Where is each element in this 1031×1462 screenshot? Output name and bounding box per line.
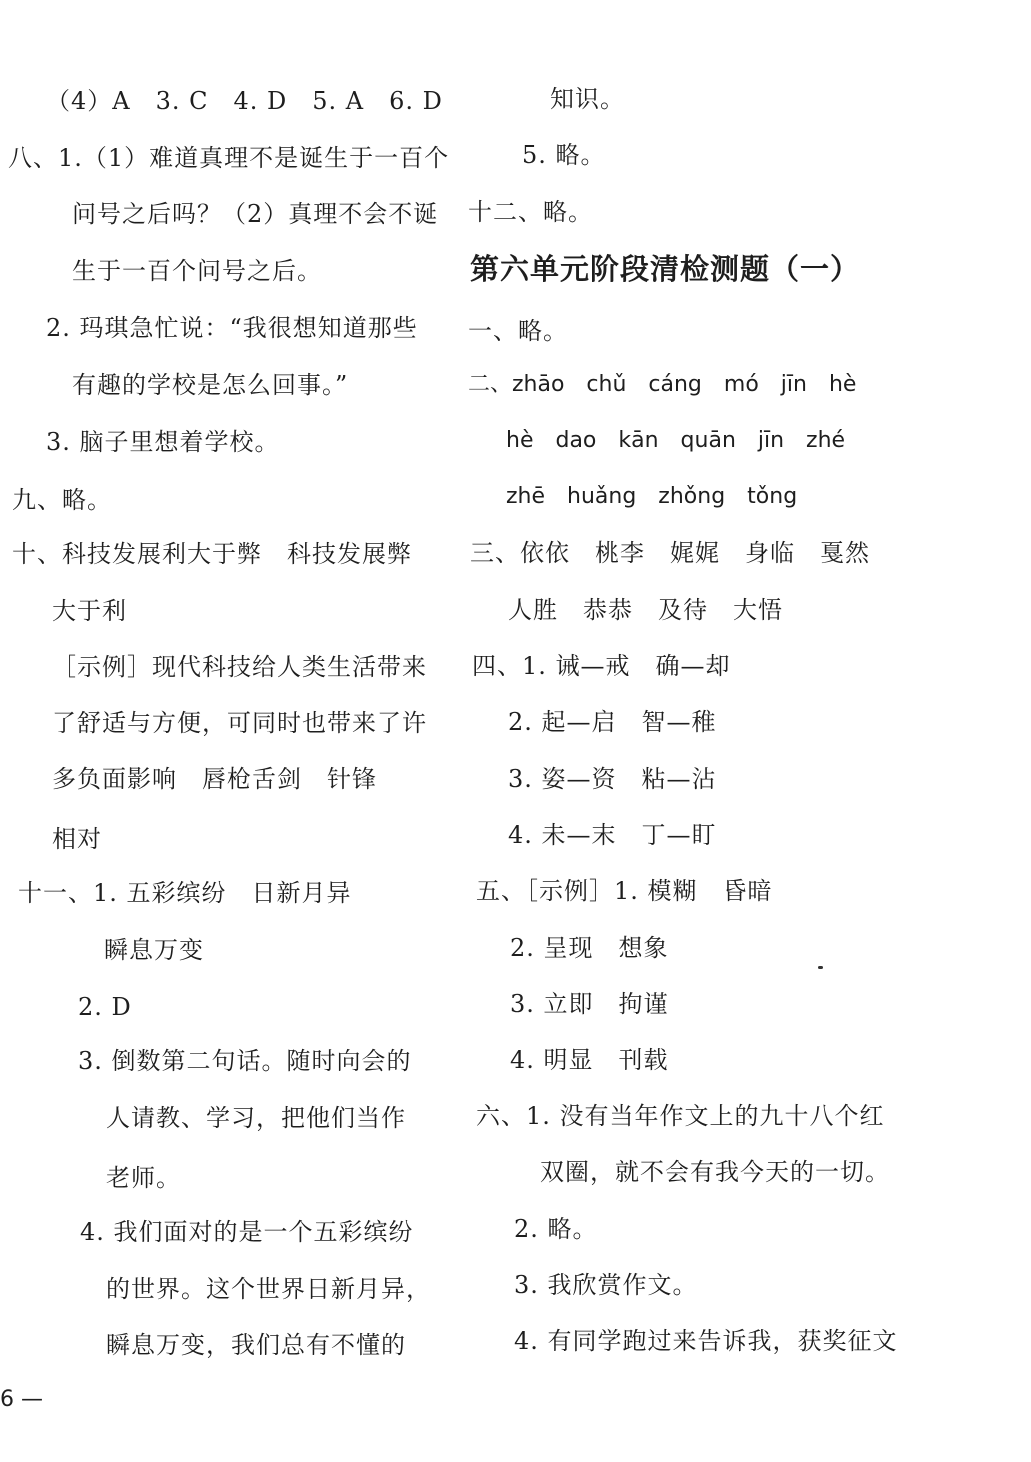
section-3-heading: 三、依依 桃李 娓娓 身临 戛然 — [470, 539, 870, 567]
answer-line: 2. D — [78, 993, 132, 1021]
answer-line: 4. 有同学跑过来告诉我，获奖征文 — [514, 1327, 898, 1355]
answer-line: 瞬息万变 — [104, 936, 204, 964]
answer-line: 2. 起—启 智—稚 — [508, 708, 717, 736]
page-number: 6 — — [0, 1387, 43, 1412]
example-line: ［示例］现代科技给人类生活带来 — [52, 653, 427, 681]
answer-line: 2. 略。 — [514, 1215, 598, 1243]
section-4-heading: 四、1. 诫—戒 确—却 — [472, 652, 731, 680]
answer-line: 3. 姿—资 粘—沾 — [508, 765, 717, 793]
pinyin-line: 二、zhāo chǔ cáng mó jīn hè — [468, 372, 857, 397]
answer-line: 双圈，就不会有我今天的一切。 — [540, 1158, 890, 1186]
section-12-heading: 十二、略。 — [468, 198, 593, 226]
section-1-heading: 一、略。 — [468, 317, 568, 345]
answer-line: 5. 略。 — [522, 141, 606, 169]
section-11-heading: 十一、1. 五彩缤纷 日新月异 — [18, 879, 352, 907]
answer-line: 有趣的学校是怎么回事。” — [72, 371, 349, 399]
answer-line: 2. 玛琪急忙说：“我很想知道那些 — [46, 314, 418, 342]
answer-line: 问号之后吗？（2）真理不会不诞 — [72, 200, 439, 228]
answer-line: 2. 呈现 想象 — [510, 934, 669, 962]
answer-line: 4. 明显 刊载 — [510, 1046, 669, 1074]
answer-line: 瞬息万变，我们总有不懂的 — [106, 1331, 406, 1359]
answer-line: 相对 — [52, 825, 102, 853]
section-9-heading: 九、略。 — [12, 486, 112, 514]
answer-line: 人胜 恭恭 及待 大悟 — [508, 596, 783, 624]
pinyin-line: hè dao kān quān jīn zhé — [506, 428, 846, 453]
answer-line: 的世界。这个世界日新月异， — [106, 1275, 431, 1303]
answer-line: 老师。 — [106, 1164, 181, 1192]
pinyin-line: zhē huǎng zhǒng tǒng — [506, 484, 798, 509]
answer-line: 生于一百个问号之后。 — [72, 257, 322, 285]
answer-line: 知识。 — [550, 85, 625, 113]
answer-line: 4. 未—末 丁—盯 — [508, 821, 717, 849]
answer-line: 3. 我欣赏作文。 — [514, 1271, 698, 1299]
section-10-heading: 十、科技发展利大于弊 科技发展弊 — [12, 540, 412, 568]
ink-speck — [818, 966, 823, 969]
answer-line: 4. 我们面对的是一个五彩缤纷 — [80, 1218, 414, 1246]
answer-line: 3. 立即 拘谨 — [510, 990, 669, 1018]
answer-line: 3. 倒数第二句话。随时向会的 — [78, 1047, 412, 1075]
unit-test-title: 第六单元阶段清检测题（一） — [470, 252, 861, 286]
section-8-heading: 八、1.（1）难道真理不是诞生于一百个 — [8, 144, 450, 172]
answer-line: 大于利 — [52, 597, 127, 625]
answer-line: 3. 脑子里想着学校。 — [46, 428, 280, 456]
section-5-heading: 五、［示例］1. 模糊 昏暗 — [476, 877, 773, 905]
section-6-heading: 六、1. 没有当年作文上的九十八个红 — [476, 1102, 885, 1130]
answer-line: 了舒适与方便，可同时也带来了许 — [52, 709, 427, 737]
answer-line: 人请教、学习，把他们当作 — [106, 1104, 406, 1132]
answer-line: 多负面影响 唇枪舌剑 针锋 — [52, 765, 377, 793]
answer-line: （4）A 3. C 4. D 5. A 6. D — [46, 87, 443, 115]
